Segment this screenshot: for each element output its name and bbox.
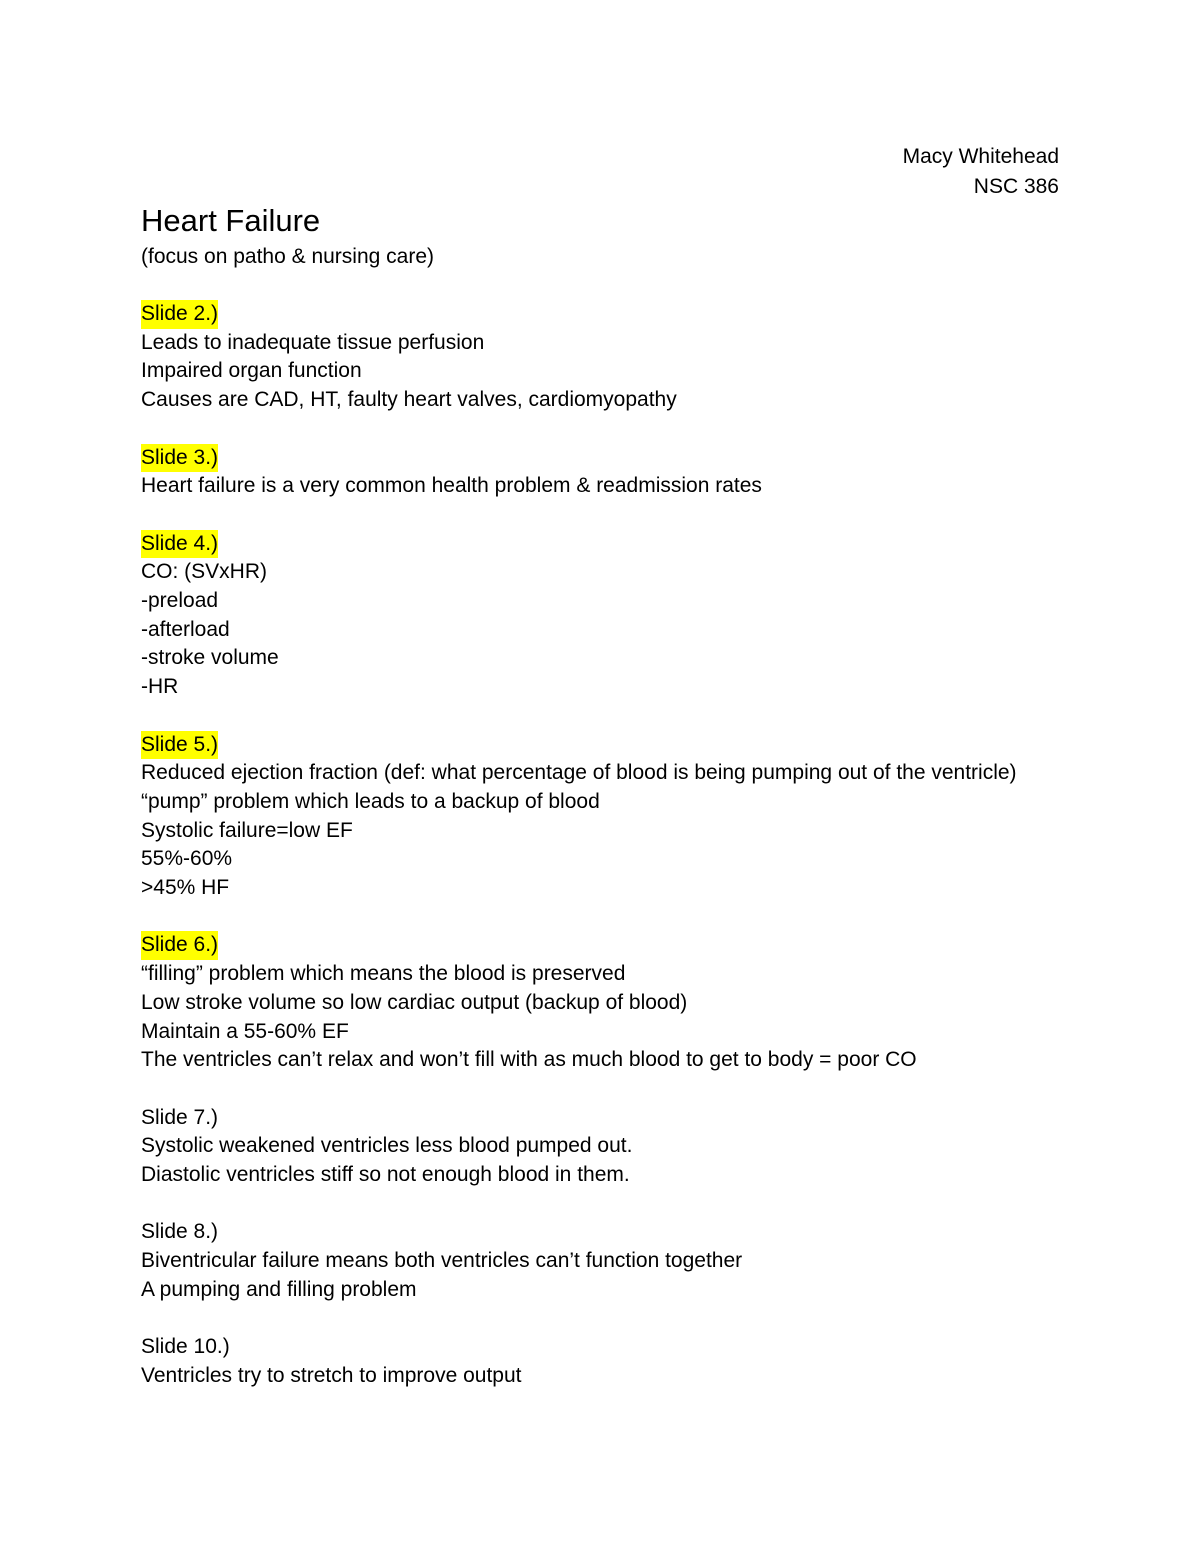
- note-line: The ventricles can’t relax and won’t fill with as much blood to get to body = poor CO: [141, 1048, 917, 1072]
- slide-heading: Slide 5.): [141, 731, 218, 760]
- note-line: -afterload: [141, 617, 230, 641]
- note-line: Heart failure is a very common health problem & readmission rates: [141, 474, 762, 498]
- note-line: CO: (SVxHR): [141, 560, 267, 584]
- note-line: -preload: [141, 589, 219, 612]
- slide-heading: Slide 3.): [141, 444, 218, 473]
- notes-section: [141, 530, 1101, 702]
- note-line: -stroke volume: [141, 646, 279, 670]
- slide-heading: Slide 7.): [141, 1105, 219, 1129]
- note-line: Maintain a 55-60% EF: [141, 1019, 349, 1043]
- author-name: Macy Whitehead: [902, 145, 1059, 168]
- document-subtitle: (focus on patho & nursing care): [141, 245, 434, 268]
- notes-content: [141, 300, 1101, 1419]
- notes-section: [141, 1218, 1101, 1304]
- note-line: Systolic weakened ventricles less blood pumped out.: [141, 1134, 633, 1158]
- note-line: Causes are CAD, HT, faulty heart valves, cardiomyopathy: [141, 388, 677, 412]
- note-line: Ventricles try to stretch to improve output: [141, 1363, 522, 1387]
- notes-section: [141, 1333, 1101, 1390]
- notes-section: [141, 300, 1101, 415]
- notes-section: [141, 931, 1101, 1075]
- document-title: Heart Failure: [141, 203, 321, 238]
- slide-heading: Slide 8.): [141, 1220, 219, 1244]
- note-line: Impaired organ function: [141, 359, 362, 383]
- note-line: Leads to inadequate tissue perfusion: [141, 330, 485, 354]
- slide-heading: Slide 4.): [141, 530, 218, 559]
- notes-section: [141, 444, 1101, 501]
- note-line: Low stroke volume so low cardiac output (backup of blood): [141, 990, 688, 1014]
- note-line: >45% HF: [141, 876, 230, 900]
- note-line: “filling” problem which means the blood is preserved: [141, 962, 626, 986]
- note-line: A pumping and filling problem: [141, 1277, 417, 1301]
- slide-heading: Slide 6.): [141, 931, 218, 960]
- notes-section: [141, 731, 1101, 903]
- header-block: [903, 142, 1059, 202]
- note-line: Biventricular failure means both ventricles can’t function together: [141, 1249, 743, 1273]
- note-line: Systolic failure=low EF: [141, 818, 353, 842]
- note-line: 55%-60%: [141, 847, 233, 871]
- slide-heading: Slide 10.): [141, 1335, 230, 1359]
- course-code: NSC 386: [973, 175, 1059, 198]
- slide-heading: Slide 2.): [141, 300, 218, 329]
- note-line: “pump” problem which leads to a backup of blood: [141, 789, 600, 813]
- notes-section: [141, 1104, 1101, 1190]
- note-line: -HR: [141, 675, 179, 699]
- note-line: Reduced ejection fraction (def: what percentage of blood is being pumping out of the ventricle): [141, 761, 1017, 785]
- note-line: Diastolic ventricles stiff so not enough blood in them.: [141, 1163, 630, 1187]
